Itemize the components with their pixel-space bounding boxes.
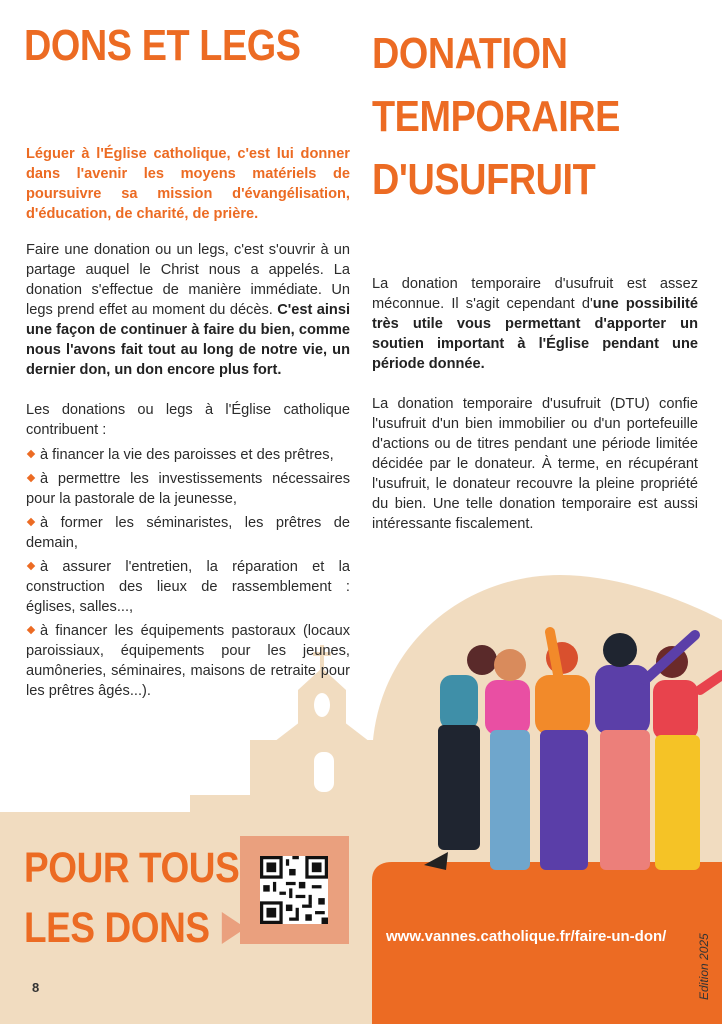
paragraph-bold-text: C'est ainsi une façon de continuer à faire du bien, comme nous l'avons fait tout au long de notre vie, un dernier don, un don encore plus fort. xyxy=(26,302,350,378)
paragraph-dtu-intro xyxy=(372,274,698,374)
diamond-bullet-icon xyxy=(27,626,35,634)
page-number: 8 xyxy=(32,980,40,995)
edition-label: Edition 2025 xyxy=(697,933,711,1000)
title-line: LES DONS xyxy=(24,898,246,958)
list-item: à permettre les investissements nécessaires pour la pastorale de la jeunesse, xyxy=(26,471,350,507)
diamond-bullet-icon xyxy=(27,450,35,458)
list-item: à assurer l'entretien, la réparation et la construction des lieux de rassemblement : églises, salles..., xyxy=(26,559,350,615)
paragraph-text: La donation temporaire d'usufruit est assez méconnue. Il s'agit cependant d' xyxy=(372,276,698,312)
section-title-line: DONATION xyxy=(372,29,568,78)
paragraph-text: Faire une donation ou un legs, c'est s'ouvrir à un partage auquel le Christ nous a appelés. La donation s'effectue de manière immédiate. Un legs prend effet au moment du décès. xyxy=(26,242,350,318)
diamond-bullet-icon xyxy=(27,474,35,482)
section-title-dtu xyxy=(372,22,682,211)
qr-code-icon xyxy=(260,856,328,924)
section-title-line: D'USUFRUIT xyxy=(372,155,596,204)
list-item: à financer la vie des paroisses et des prêtres, xyxy=(26,445,350,465)
diamond-bullet-icon xyxy=(27,562,35,570)
page-title-dons-legs: DONS ET LEGS xyxy=(24,21,301,70)
paragraph-bold-text: une possibilité très utile vous permettant d'apporter un soutien important à l'Église pendant une période donnée. xyxy=(372,296,699,372)
paragraph-contribuent: Les donations ou legs à l'Église catholique contribuent : xyxy=(26,402,350,438)
qr-code[interactable] xyxy=(240,836,349,944)
people-illustration xyxy=(410,620,722,890)
bullet-list xyxy=(26,445,350,705)
list-item: à financer les équipements pastoraux (locaux paroissiaux, équipements pour les jeunes, aumôneries, séminaires, maisons de retraite pour les prêtres âgés...). xyxy=(26,623,350,699)
paragraph-donation xyxy=(26,240,350,380)
lead-paragraph: Léguer à l'Église catholique, c'est lui donner dans l'avenir les moyens matériels de poursuivre sa mission d'évangélisation, d'éducation, de charité, de prière. xyxy=(26,146,350,222)
pour-tous-les-dons-title xyxy=(24,838,246,958)
diamond-bullet-icon xyxy=(27,518,35,526)
paragraph-dtu-detail: La donation temporaire d'usufruit (DTU) confie l'usufruit d'un bien immobilier ou d'un portefeuille d'actions ou de titres pendant une période limitée décidée par le donateur. À terme, en récupérant l'usufruit, le donateur recouvre la pleine propriété du bien. Une telle donation temporaire est aussi intéressante fiscalement. xyxy=(372,396,698,532)
donation-url-link[interactable]: www.vannes.catholique.fr/faire-un-don/ xyxy=(386,928,667,945)
list-item: à former les séminaristes, les prêtres de demain, xyxy=(26,515,350,551)
title-line: POUR TOUS xyxy=(24,844,240,892)
section-title-line: TEMPORAIRE xyxy=(372,92,620,141)
